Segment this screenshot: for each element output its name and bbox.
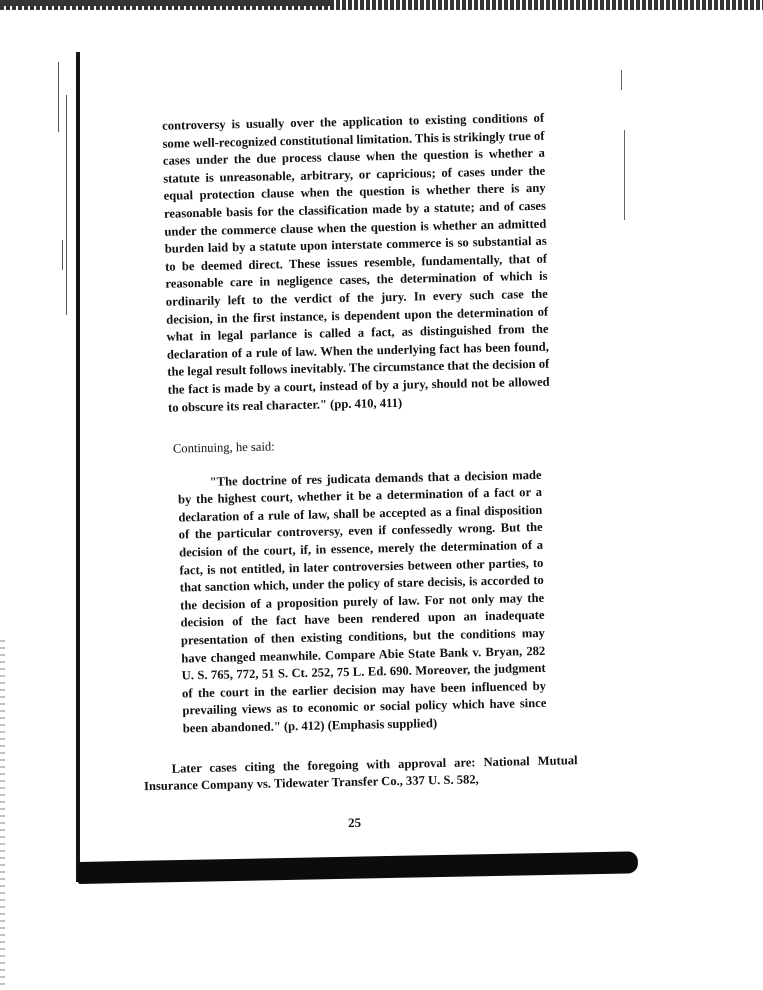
later-cases-paragraph: Later cases citing the foregoing with approval are: National Mutual Insurance Company vs. Tidewater Transfer Co., 337 U. S. 582, [143, 752, 578, 794]
scan-edge-noise [0, 640, 5, 990]
bottom-binding-rule [78, 851, 638, 884]
left-binding-rule [76, 52, 80, 882]
right-margin-mark [624, 130, 625, 220]
quote-paragraph-two: "The doctrine of res judicata demands that a decision made by the highest court, whether it be a determination of a fact or a declaration of a rule of law, shall be accepted as a final disposition of the particular controversy, even if confessedly wrong. But the decision of the court, if, in essence, merely the determination of a fact, is not entitled, in later controversies between other parties, to that sanction which, under the policy of stare decisis, is accorded to the decision of a proposition purely of law. For not only may the decision of the fact have been rendered upon an inadequate presentation of then existing conditions, but the conditions may have changed meanwhile. Compare Abie State Bank v. Bryan, 282 U. S. 765, 772, 51 S. Ct. 252, 75 L. Ed. 690. Moreover, the judgment of the court in the earlier decision may have been influenced by prevailing views as to economic or social policy which have since been abandoned." (p. 412) (Emphasis supplied) [177, 467, 547, 736]
left-margin-mark [62, 240, 63, 270]
left-margin-mark [66, 95, 67, 315]
top-scan-rule [0, 0, 763, 10]
continuing-line: Continuing, he said: [172, 439, 275, 456]
page-body [143, 109, 584, 795]
page-number: 25 [347, 814, 362, 831]
quote-paragraph-one: controversy is usually over the application to existing conditions of some well-recognized constitutional limitation. This is strikingly true of cases under the due process clause when the question is whether a statute is unreasonable, arbitrary, or capricious; of cases under the equal protection clause when the question is whether there is any reasonable basis for the classification made by a statute; and of cases under the commerce clause when the question is whether an admitted burden laid by a statute upon interstate commerce is so substantial as to be deemed direct. These issues resemble, fundamentally, that of reasonable care in negligence cases, the determination of which is ordinarily left to the verdict of the jury. In every such case the decision, in the first instance, is dependent upon the determination of what in legal parlance is called a fact, as distinguished from the declaration of a rule of law. When the underlying fact has been found, the legal result follows inevitably. The circumstance that the decision of the fact is made by a court, instead of by a jury, should not be allowed to obscure its real character." (pp. 410, 411) [162, 110, 550, 415]
left-margin-mark [58, 62, 59, 132]
right-margin-mark [621, 70, 622, 90]
